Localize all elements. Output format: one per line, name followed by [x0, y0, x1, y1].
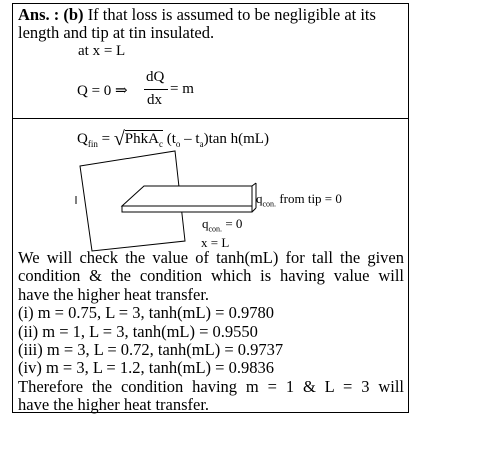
formula-tail: )tan h(mL)	[203, 131, 269, 147]
fin-top-face	[122, 186, 252, 206]
sqrt-subscript: c	[158, 139, 163, 149]
answer-prefix: Ans. : (b)	[18, 5, 84, 24]
answer-line-1	[18, 6, 376, 24]
solution-line-8: Therefore the condition having m = 1 & L = 3 will	[18, 376, 404, 396]
sqrt-body: PhkA	[124, 131, 159, 147]
answer-line-1-text: If that loss is assumed to be negligible at its	[83, 5, 376, 24]
fin-tip-bottom	[252, 208, 256, 212]
label-tip-sub: con.	[262, 199, 277, 209]
solution-line-3: have the higher heat transfer.	[18, 284, 210, 304]
label-x-equals-l: x = L	[201, 235, 230, 250]
fin-tip-edge	[252, 183, 256, 186]
solution-line-6: (iii) m = 3, L = 0.72, tanh(mL) = 0.9737	[18, 340, 284, 360]
solution-line-7: (iv) m = 3, L = 1.2, tanh(mL) = 0.9836	[18, 358, 274, 378]
t0-subscript: o	[175, 139, 181, 149]
condition-text: at x = L	[78, 43, 126, 59]
answer-line-2: length and tip at tin insulated.	[18, 23, 215, 42]
label-tip-q: q	[256, 191, 263, 206]
q-fin-symbol: Q	[77, 131, 88, 147]
fin-heat-formula	[77, 126, 269, 149]
label-tip-heat	[256, 191, 342, 209]
eq-left: Q = 0 ⇒	[77, 83, 128, 99]
solution-line-1: We will check the value of tanh(mL) for tall the given	[18, 248, 404, 267]
label-con-rest: = 0	[222, 216, 243, 231]
q-fin-subscript: fin	[87, 139, 98, 149]
fraction-bar	[144, 89, 168, 90]
sqrt-content	[125, 130, 163, 147]
label-tip-rest: from tip = 0	[276, 191, 342, 206]
label-con-q: q	[202, 216, 209, 231]
label-con-heat	[202, 216, 242, 234]
fin-diagram	[70, 148, 420, 253]
sqrt-icon: √	[113, 128, 125, 150]
formula-equals: =	[101, 131, 111, 147]
answer-box-top	[12, 3, 409, 119]
minus-t: – t	[180, 131, 200, 147]
eq-right: = m	[170, 81, 194, 97]
solution-line-2: condition & the condition which is having value will	[18, 266, 404, 286]
solution-line-5: (ii) m = 1, L = 3, tanh(mL) = 0.9550	[18, 321, 258, 341]
solution-text	[18, 249, 404, 415]
solution-line-9: have the higher heat transfer.	[18, 395, 210, 415]
fin-front-face	[122, 206, 252, 212]
paren-t: (t	[166, 131, 176, 147]
fraction-numerator: dQ	[146, 69, 165, 85]
solution-line-4: (i) m = 0.75, L = 3, tanh(mL) = 0.9780	[18, 303, 274, 323]
fraction-denominator: dx	[147, 92, 162, 108]
label-con-sub: con.	[208, 224, 223, 234]
ta-subscript: a	[199, 139, 204, 149]
